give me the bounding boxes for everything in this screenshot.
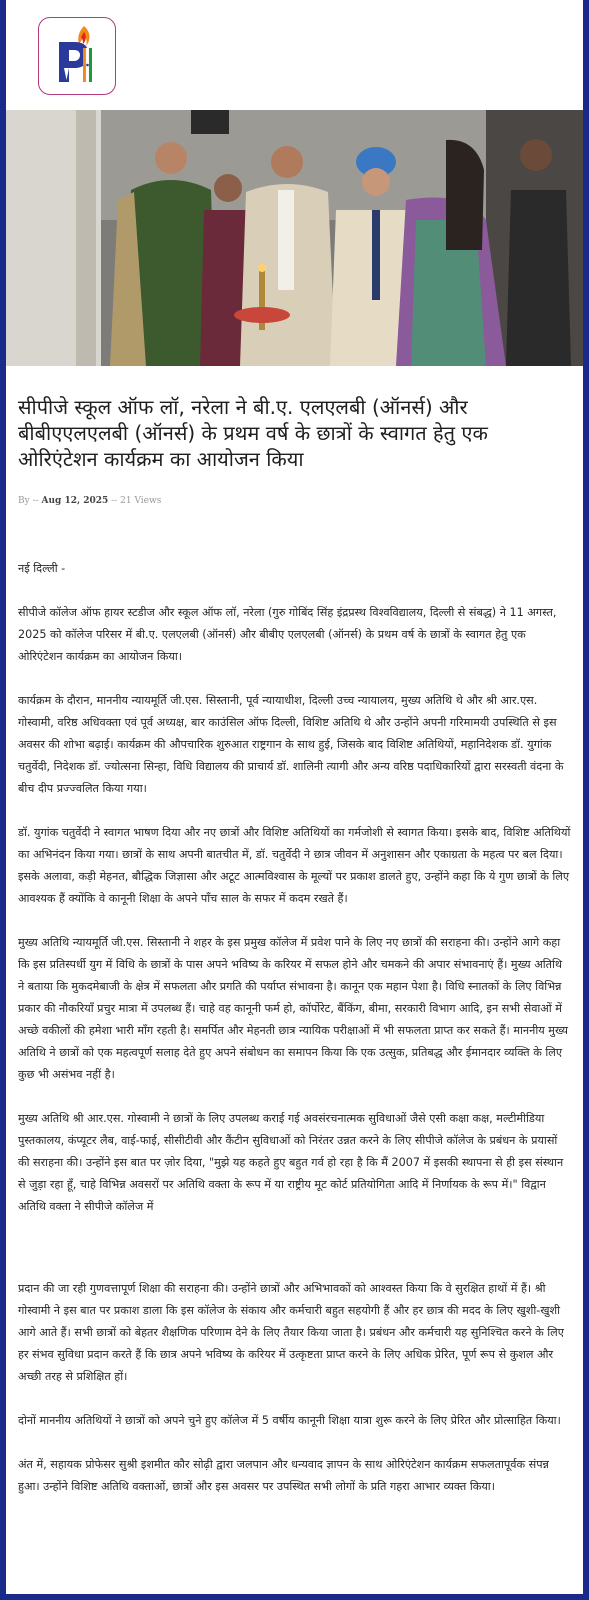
dateline: नई दिल्ली - [18,562,66,575]
logo-emblem-icon [39,18,114,93]
author-label: By [18,496,30,506]
paragraph: डॉ. युगांक चतुर्वेदी ने स्वागत भाषण दिया और नए छात्रों और विशिष्ट अतिथियों का गर्मजोशी से स्वागत किया। इसके बाद, विशिष्ट अतिथियों का अभिनंदन किया गया। छात्रों के साथ अपनी बातचीत में, डॉ. चतुर्वेदी ने छात्र जीवन में अनुशासन और एकाग्रता के महत्व पर बल दिया। इसके अलावा, कड़ी मेहनत, बौद्धिक जिज्ञासा और अटूट आत्मविश्वास के मूल्यों पर प्रकाश डालते हुए, उन्होंने कहा कि ये गुण छात्रों के लिए आवश्यक हैं क्योंकि वे कानूनी शिक्षा के अपने पाँच साल के सफर में कदम रखते हैं। [18,826,571,905]
event-photo [6,110,583,366]
site-header [6,0,583,110]
featured-image [6,110,583,366]
meta-separator: -- [29,496,42,506]
paragraph: मुख्य अतिथि न्यायमूर्ति जी.एस. सिस्तानी ने शहर के इस प्रमुख कॉलेज में प्रवेश पाने के लिए नए छात्रों की सराहना की। उन्होंने आगे कहा कि इस प्रतिस्पर्धी युग में विधि के छात्रों के पास अपने भविष्य के करियर में सफल होने और चमकने की अपार संभावनाएं हैं। मुख्य अतिथि ने बताया कि मुकदमेबाजी के क्षेत्र में सफलता और प्रगति की पर्याप्त संभावना है। कानून एक महान पेशा है। विधि स्नातकों के लिए विभिन्न प्रकार की नौकरियाँ प्रचुर मात्रा में उपलब्ध हैं। चाहे वह कानूनी फर्म हो, कॉर्पोरेट, बैंकिंग, बीमा, सरकारी विभाग आदि, इन सभी सेवाओं में अच्छे वकीलों की हमेशा भारी माँग रहती है। समर्पित और मेहनती छात्र न्यायिक परीक्षाओं में भी सफलता प्राप्त कर सकते हैं। माननीय मुख्य अतिथि ने छात्रों को एक महत्वपूर्ण सलाह देते हुए अपने संबोधन का समापन किया कि एक उत्सुक, प्रतिबद्ध और ईमानदार व्यक्ति के लिए कुछ भी असंभव नहीं है। [18,936,569,1081]
meta-separator: -- [108,496,121,506]
article-meta [18,496,571,506]
article-title: सीपीजे स्कूल ऑफ लॉ, नरेला ने बी.ए. एलएलबी (ऑनर्स) और बीबीएएलएलबी (ऑनर्स) के प्रथम वर्ष के छात्रों के स्वागत हेतु एक ओरिएंटेशन कार्यक्रम का आयोजन किया [18,395,488,471]
view-count: 21 Views [120,496,162,506]
site-logo[interactable] [38,17,116,95]
paragraph: अंत में, सहायक प्रोफेसर सुश्री इशमीत कौर सोढ़ी द्वारा जलपान और धन्यवाद ज्ञापन के साथ ओरिएंटेशन कार्यक्रम सफलतापूर्वक संपन्न हुआ। उन्होंने विशिष्ट अतिथि वक्ताओं, छात्रों और इस अवसर पर उपस्थित सभी लोगों के प्रति गहरा आभार व्यक्त किया। [18,1458,549,1493]
article-body [18,558,571,1498]
paragraph: सीपीजे कॉलेज ऑफ हायर स्टडीज और स्कूल ऑफ लॉ, नरेला (गुरु गोबिंद सिंह इंद्रप्रस्थ विश्वविद्यालय, दिल्ली से संबद्ध) ने 11 अगस्त, 2025 को कॉलेज परिसर में बी.ए. एलएलबी (ऑनर्स) और बीबीए एलएलबी (ऑनर्स) के प्रथम वर्ष के छात्रों के स्वागत हेतु एक ओरिएंटेशन कार्यक्रम का आयोजन किया। [18,606,557,663]
paragraph: कार्यक्रम के दौरान, माननीय न्यायमूर्ति जी.एस. सिस्तानी, पूर्व न्यायाधीश, दिल्ली उच्च न्यायालय, मुख्य अतिथि थे और श्री आर.एस. गोस्वामी, वरिष्ठ अधिवक्ता एवं पूर्व अध्यक्ष, बार काउंसिल ऑफ दिल्ली, विशिष्ट अतिथि थे और उन्होंने अपनी गरिमामयी उपस्थिति से इस अवसर की शोभा बढ़ाई। कार्यक्रम की औपचारिक शुरुआत राष्ट्रगान के साथ हुई, जिसके बाद विशिष्ट अतिथियों, महानिदेशक डॉ. युगांक चतुर्वेदी, निदेशक डॉ. ज्योत्सना सिन्हा, विधि विद्यालय की प्राचार्य डॉ. शालिनी त्यागी और अन्य वरिष्ठ पदाधिकारियों द्वारा सरस्वती वंदना के बीच दीप प्रज्ज्वलित किया गया। [18,694,564,795]
paragraph: दोनों माननीय अतिथियों ने छात्रों को अपने चुने हुए कॉलेज में 5 वर्षीय कानूनी शिक्षा यात्रा शुरू करने के लिए प्रेरित और प्रोत्साहित किया। [18,1414,561,1427]
paragraph: प्रदान की जा रही गुणवत्तापूर्ण शिक्षा की सराहना की। उन्होंने छात्रों और अभिभावकों को आश्वस्त किया कि वे सुरक्षित हाथों में हैं। श्री गोस्वामी ने इस बात पर प्रकाश डाला कि इस कॉलेज के संकाय और कर्मचारी बहुत सहयोगी हैं और हर छात्र की मदद के लिए खुशी-खुशी आगे आते हैं। सभी छात्रों को बेहतर शैक्षणिक परिणाम देने के लिए तैयार किया जाता है। प्रबंधन और कर्मचारी यह सुनिश्चित करने के लिए हर संभव सुविधा प्रदान करते हैं कि छात्र अपने भविष्य के करियर में उत्कृष्टता प्राप्त करने के लिए अधिक प्रेरित, पूर्ण रूप से कुशल और अच्छी तरह से प्रशिक्षित हों। [18,1282,564,1383]
paragraph: मुख्य अतिथि श्री आर.एस. गोस्वामी ने छात्रों के लिए उपलब्ध कराई गई अवसंरचनात्मक सुविधाओं जैसे एसी कक्षा कक्ष, मल्टीमीडिया पुस्तकालय, कंप्यूटर लैब, वाई-फाई, सीसीटीवी और कैंटीन सुविधाओं को निरंतर उन्नत करने के लिए सीपीजे कॉलेज के प्रबंधन के प्रयासों की सराहना की। उन्होंने इस बात पर ज़ोर दिया, "मुझे यह कहते हुए बहुत गर्व हो रहा है कि मैं 2007 में इसकी स्थापना से ही इस संस्थान से जुड़ा रहा हूँ, चाहे विभिन्न अवसरों पर अतिथि वक्ता के रूप में या राष्ट्रीय मूट कोर्ट प्रतियोगिता आदि में निर्णायक के रूप में।" विद्वान अतिथि वक्ता ने सीपीजे कॉलेज में [18,1112,564,1213]
publish-date: Aug 12, 2025 [41,496,109,506]
